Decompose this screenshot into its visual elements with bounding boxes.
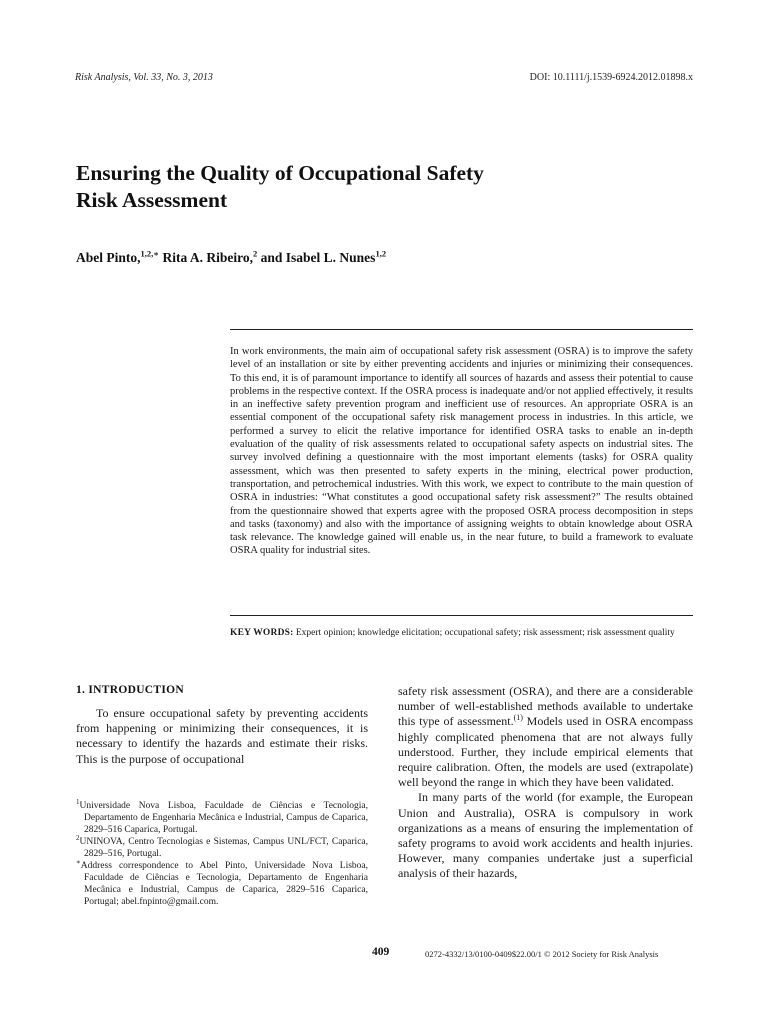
body-paragraph: In many parts of the world (for example, the European Union and Australia), OSRA is compulsory in work organizations as a means of ensuring the implementation of safety programs to avoid work accidents and health injuries. However, many companies undertake just a superficial analysis of their hazards, xyxy=(398,790,693,881)
copyright-line: 0272-4332/13/0100-0409$22.00/1 © 2012 Society for Risk Analysis xyxy=(425,949,659,959)
footnote-text: UNINOVA, Centro Tecnologias e Sistemas, Campus UNL/FCT, Caparica, 2829–516, Portugal. xyxy=(79,837,368,859)
keywords xyxy=(230,627,693,640)
abstract-bottom-rule xyxy=(230,615,693,616)
author-list xyxy=(76,250,386,266)
doi-label[interactable]: DOI: 10.1111/j.1539-6924.2012.01898.x xyxy=(529,72,693,83)
author-affiliation-mark: 1,2,∗ xyxy=(140,248,160,259)
abstract-top-rule xyxy=(230,329,693,330)
paper-title xyxy=(76,160,636,214)
body-paragraph xyxy=(398,684,693,790)
body-paragraph: To ensure occupational safety by preventing accidents from happening or minimizing their consequences, it is necessary to identify the hazards and estimate their risks. This is the purpose of occupational xyxy=(76,706,368,766)
footnote xyxy=(76,797,368,836)
journal-citation: Risk Analysis, Vol. 33, No. 3, 2013 xyxy=(75,72,213,83)
body-column-left xyxy=(76,706,368,767)
author-affiliation-mark: 1,2 xyxy=(375,248,387,259)
paper-title-line-1: Ensuring the Quality of Occupational Safety xyxy=(76,161,484,185)
page-number: 409 xyxy=(372,946,390,958)
author-name: Rita A. Ribeiro, xyxy=(159,250,254,265)
abstract-text: In work environments, the main aim of occupational safety risk assessment (OSRA) is to improve the safety level of an installation or site by either preventing accidents and injuries or minimizing their consequences. To this end, it is of paramount importance to identify all sources of hazards and assess their potential to cause problems in the respective context. If the OSRA process is inadequate and/or not applied effectively, it results in an ineffective safety prevention program and inefficient use of resources. An appropriate OSRA is an essential component of the occupational safety risk management process in industries. In this article, we performed a survey to elicit the relative importance for identified OSRA tasks to enable an in-depth evaluation of the quality of risk assessments related to occupational safety aspects on industrial sites. The survey involved defining a questionnaire with the most important elements (tasks) for OSRA quality assessment, which was then presented to safety experts in the mining, electrical power production, transportation, and petrochemical industries. With this work, we expect to contribute to the main question of OSRA in industries: “What constitutes a good occupational safety risk assessment?” The results obtained from the questionnaire showed that experts agree with the proposed OSRA process decomposition in steps and tasks (taxonomy) and also with the importance of assigning weights to obtain knowledge about OSRA task relevance. The knowledge gained will enable us, in the near future, to build a framework to evaluate OSRA quality for industrial sites. xyxy=(230,346,693,557)
paper-title-line-2: Risk Assessment xyxy=(76,188,228,212)
footnote-text: Universidade Nova Lisboa, Faculdade de Ciências e Tecnologia, Departamento de Engenharia Mecânica e Industrial, Campus de Caparica, 2829–516 Caparica, Portugal. xyxy=(79,801,368,835)
footnote-mark: 2 xyxy=(76,833,80,842)
footnote-mark: 1 xyxy=(76,797,80,806)
body-text: safety risk assessment (OSRA), and there are a considerable number of well-established methods available to undertake this type of assessment. xyxy=(398,684,693,729)
footnote xyxy=(76,857,368,908)
author-name: Abel Pinto, xyxy=(76,250,141,265)
footnote-text: Address correspondence to Abel Pinto, Universidade Nova Lisboa, Faculdade de Ciências e Tecnologia, Departamento de Engenharia Mecânica e Industrial, Campus de Caparica, 2829–516 Caparica, Portugal; abel.fnpinto@gmail.com. xyxy=(80,861,368,907)
footnotes xyxy=(76,797,368,908)
keywords-list: Expert opinion; knowledge elicitation; occupational safety; risk assessment; risk assessment quality xyxy=(293,628,675,638)
footnote-mark: ∗ xyxy=(76,857,81,866)
body-text: Models used in OSRA encompass highly complicated phenomena that are not always fully understood. Further, they include empirical elements that require calibration. Often, the models are used (extrapolate) well beyond the range in which they have been validated. xyxy=(398,714,693,790)
citation-reference[interactable]: (1) xyxy=(513,713,523,723)
body-column-right xyxy=(398,684,693,882)
author-name: and Isabel L. Nunes xyxy=(257,250,376,265)
author-affiliation-mark: 2 xyxy=(253,248,258,259)
footnote xyxy=(76,833,368,860)
section-heading-introduction: 1. INTRODUCTION xyxy=(76,684,185,696)
keywords-label: KEY WORDS: xyxy=(230,628,294,638)
